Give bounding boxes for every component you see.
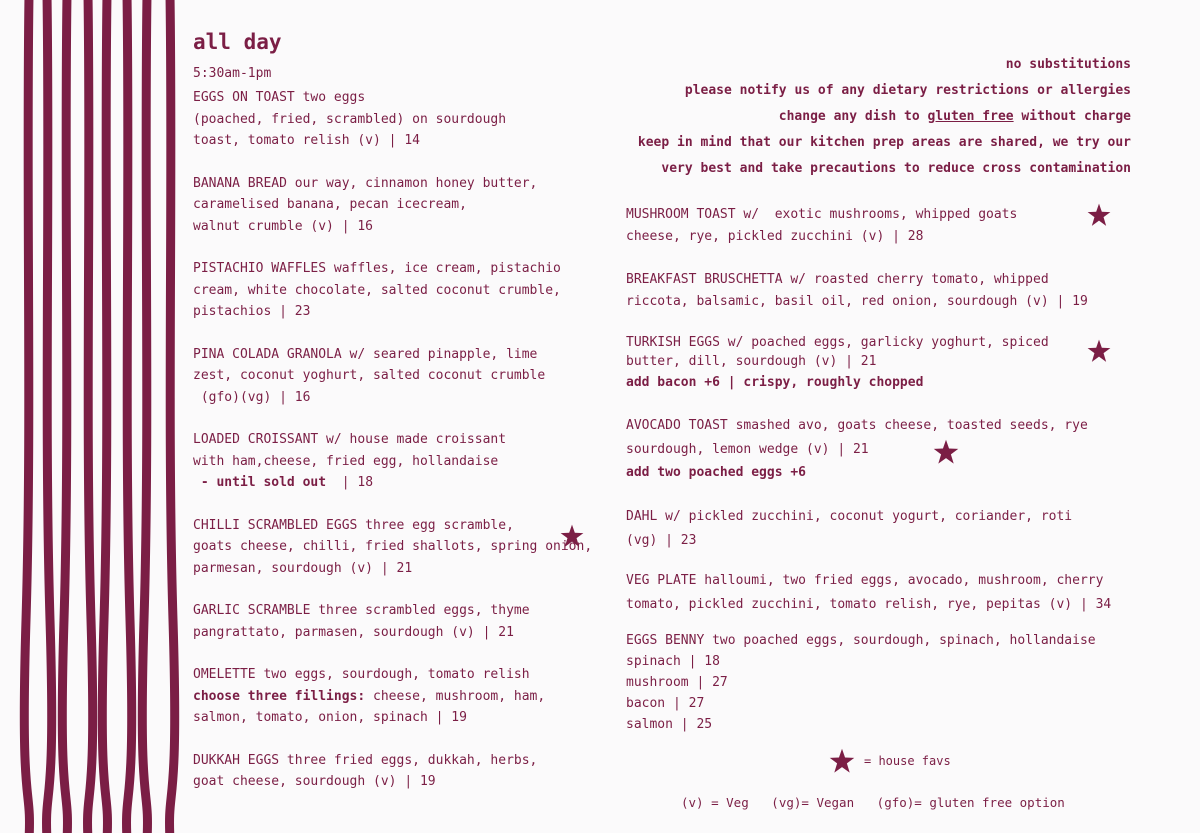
menu-item-eggs-benny (626, 631, 1146, 735)
fillings-label: choose three fillings: (193, 688, 366, 704)
item-line: with ham,cheese, fried egg, hollandaise (193, 453, 499, 469)
menu-item-avocado-toast (626, 414, 1146, 484)
item-line: spinach | 18 (626, 654, 720, 669)
notice-text: change any dish to (778, 109, 928, 124)
item-price: | 18 (333, 475, 374, 490)
menu-item-dahl (626, 505, 1146, 553)
menu-item-banana-bread (193, 173, 593, 238)
item-line: (vg) | 23 (626, 533, 697, 548)
gluten-free-link: gluten free (927, 109, 1014, 124)
item-line: caramelised banana, pecan icecream, (193, 197, 467, 212)
item-line: EGGS BENNY two poached eggs, sourdough, spinach, hollandaise (626, 633, 1096, 648)
fillings-list: cheese, mushroom, ham, (365, 688, 546, 704)
menu-item-chilli-scrambled-eggs (193, 515, 593, 580)
stripe-line (170, 0, 175, 833)
legend-fav-label: = house favs (864, 754, 951, 768)
item-line: zest, coconut yoghurt, salted coconut crumble (193, 368, 546, 383)
notice-line: very best and take precautions to reduce cross contamination (661, 161, 1131, 176)
item-line: DAHL w/ pickled zucchini, coconut yogurt, coriander, roti (626, 509, 1073, 524)
item-line: goats cheese, chilli, fried shallots, spring onion, (193, 539, 593, 554)
item-line: parmesan, sourdough (v) | 21 (193, 560, 413, 576)
item-line: BANANA BREAD our way, cinnamon honey butter, (193, 175, 538, 191)
item-line: pangrattato, parmasen, sourdough (v) | 21 (193, 624, 514, 640)
hours: 5:30am-1pm (193, 66, 272, 81)
menu-item-breakfast-bruschetta (626, 269, 1146, 312)
sold-out-note: - until sold out (193, 475, 334, 490)
decorative-stripes (0, 0, 190, 833)
item-line: MUSHROOM TOAST w/ exotic mushrooms, whipped goats (626, 207, 1018, 222)
menu-item-dukkah-eggs (193, 750, 593, 793)
menu-item-turkish-eggs (626, 334, 1146, 394)
stripe-line (24, 0, 29, 833)
item-line: walnut crumble (v) | 16 (193, 218, 374, 234)
stripe-line (102, 0, 107, 833)
notice-line: keep in mind that our kitchen prep areas are shared, we try our (637, 135, 1131, 150)
menu-item-pina-colada-granola (193, 344, 593, 409)
item-line: CHILLI SCRAMBLED EGGS three egg scramble, (193, 517, 514, 533)
menu-item-garlic-scramble (193, 600, 593, 643)
star-icon (1086, 202, 1112, 228)
item-line: pistachios | 23 (193, 304, 311, 319)
item-line: goat cheese, sourdough (v) | 19 (193, 774, 436, 789)
item-line: salmon | 25 (626, 717, 713, 732)
item-line: GARLIC SCRAMBLE three scrambled eggs, thyme (193, 603, 530, 618)
notice-gluten-free (626, 104, 1131, 130)
item-line: LOADED CROISSANT w/ house made croissant (193, 432, 507, 447)
item-line: sourdough, lemon wedge (v) | 21 (626, 441, 869, 457)
addon-line: add bacon +6 | crispy, roughly chopped (626, 375, 924, 390)
stripe-line (127, 0, 132, 833)
item-line: (gfo)(vg) | 16 (193, 389, 311, 405)
menu-item-veg-plate (626, 569, 1146, 617)
item-line: VEG PLATE halloumi, two fried eggs, avocado, mushroom, cherry (626, 573, 1104, 588)
item-line: tomato, pickled zucchini, tomato relish, rye, pepitas (v) | 34 (626, 597, 1112, 612)
notice-line: no substitutions (1005, 57, 1131, 72)
item-line: TURKISH EGGS w/ poached eggs, garlicky yoghurt, spiced (626, 335, 1049, 350)
item-line: AVOCADO TOAST smashed avo, goats cheese, toasted seeds, rye (626, 417, 1088, 433)
star-icon (828, 746, 856, 776)
notices (626, 52, 1146, 182)
left-column (193, 30, 593, 793)
item-line: mushroom | 27 (626, 675, 728, 690)
item-line: (poached, fried, scrambled) on sourdough (193, 111, 507, 127)
item-line: toast, tomato relish (v) | 14 (193, 133, 420, 148)
item-line: DUKKAH EGGS three fried eggs, dukkah, herbs, (193, 752, 538, 768)
item-line: bacon | 27 (626, 696, 705, 711)
addon-line: add two poached eggs +6 (626, 464, 807, 480)
menu-item-omelette (193, 664, 593, 729)
item-line: OMELETTE two eggs, sourdough, tomato relish (193, 667, 530, 682)
legend-house-favs (828, 746, 951, 776)
notice-text: without charge (1013, 109, 1131, 124)
star-icon (559, 523, 585, 549)
stripe-line (62, 0, 67, 833)
star-icon (932, 434, 960, 470)
item-line: cheese, rye, pickled zucchini (v) | 28 (626, 228, 924, 244)
menu-item-mushroom-toast (626, 204, 1146, 247)
item-line: PINA COLADA GRANOLA w/ seared pinapple, lime (193, 346, 538, 362)
right-column (626, 52, 1146, 735)
menu-item-pistachio-waffles (193, 258, 593, 323)
item-line (193, 472, 593, 494)
stripe-line (47, 0, 52, 833)
menu-item-eggs-on-toast (193, 87, 593, 152)
item-line: PISTACHIO WAFFLES waffles, ice cream, pistachio (193, 261, 561, 276)
item-line: EGGS ON TOAST two eggs (193, 90, 366, 105)
menu-title: all day (193, 30, 282, 54)
legend-dietary-key: (v) = Veg (vg)= Vegan (gfo)= gluten free option (681, 795, 1065, 810)
star-icon (1086, 338, 1112, 364)
item-line: salmon, tomato, onion, spinach | 19 (193, 710, 467, 725)
notice-line: please notify us of any dietary restrictions or allergies (684, 83, 1131, 98)
item-line (193, 686, 593, 708)
stripe-line (88, 0, 93, 833)
item-line: BREAKFAST BRUSCHETTA w/ roasted cherry tomato, whipped (626, 272, 1049, 287)
item-line: cream, white chocolate, salted coconut crumble, (193, 282, 561, 298)
item-line: riccota, balsamic, basil oil, red onion, sourdough (v) | 19 (626, 293, 1088, 309)
stripe-line (142, 0, 147, 833)
menu-item-loaded-croissant (193, 429, 593, 494)
item-line: butter, dill, sourdough (v) | 21 (626, 354, 877, 369)
